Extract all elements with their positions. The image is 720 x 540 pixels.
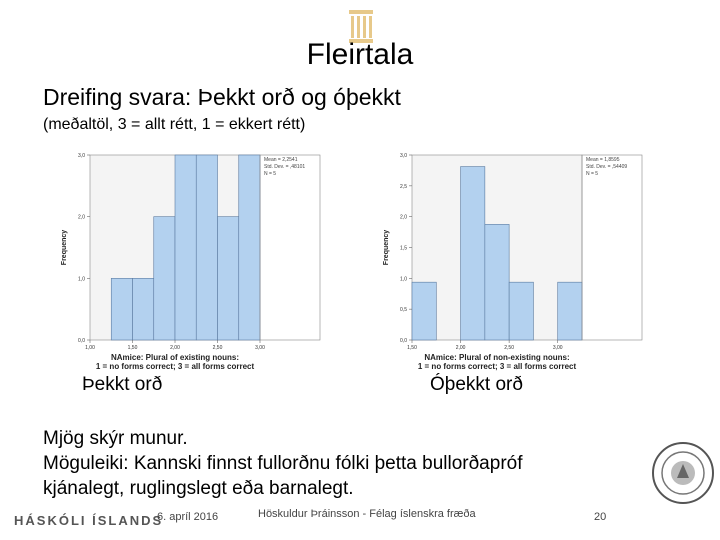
- histogram-unknown-words: [378, 145, 678, 373]
- slide-subtitle: Dreifing svara: Þekkt orð og óþekkt: [43, 84, 401, 110]
- slide-title: Fleirtala: [306, 38, 414, 71]
- x-tick-label: 1,00: [85, 345, 95, 351]
- x-tick-label: 2,50: [212, 345, 223, 351]
- footer-date: 6. apríl 2016: [157, 511, 219, 523]
- stats-panel: [582, 155, 642, 340]
- university-seal-icon: [650, 440, 716, 506]
- stats-panel: [260, 155, 320, 340]
- histogram-bar: [558, 282, 582, 340]
- histogram-bar: [412, 282, 436, 340]
- histogram-bar: [485, 224, 509, 340]
- y-tick-label: 1,0: [400, 276, 407, 283]
- x-tick-label: 3,00: [255, 345, 265, 351]
- chart-label-known: Þekkt orð: [82, 374, 163, 395]
- y-tick-label: 3,0: [78, 153, 85, 159]
- y-axis-label: Frequency: [61, 229, 68, 266]
- footer-author: Höskuldur Þráinsson - Félag íslenskra fræða: [258, 508, 476, 520]
- body-line: Mjög skýr munur.: [43, 428, 188, 449]
- x-tick-label: 1,50: [127, 345, 138, 351]
- stats-text: Std. Dev. = ,54409: [586, 164, 628, 170]
- x-axis-label: NAmice: Plural of existing nouns:: [110, 353, 240, 362]
- x-tick-label: 2,00: [455, 345, 466, 351]
- y-tick-label: 0,5: [400, 307, 407, 314]
- university-name: HÁSKÓLI ÍSLANDS: [14, 513, 164, 528]
- stats-text: N = 5: [586, 171, 599, 177]
- stats-text: Mean = 2,2541: [264, 157, 298, 163]
- slide-body: [43, 426, 683, 501]
- x-axis-label: 1 = no forms correct; 3 = all forms correct: [95, 362, 255, 371]
- histogram-bar: [133, 278, 154, 340]
- y-tick-label: 2,0: [400, 214, 407, 221]
- histogram-bar: [239, 155, 260, 340]
- x-axis-label: 1 = no forms correct; 3 = all forms correct: [417, 362, 577, 371]
- histogram-bar: [196, 155, 217, 340]
- stats-text: N = 5: [264, 171, 277, 177]
- y-tick-label: 2,0: [78, 214, 85, 221]
- y-tick-label: 3,0: [400, 153, 407, 159]
- y-tick-label: 2,5: [400, 183, 407, 190]
- histogram-known-words: [56, 145, 356, 373]
- body-line: kjánalegt, ruglingslegt eða barnalegt.: [43, 478, 354, 499]
- histogram-bar: [111, 278, 132, 340]
- x-tick-label: 1,50: [407, 345, 417, 351]
- histogram-bar: [175, 155, 196, 340]
- histogram-bar: [218, 217, 239, 340]
- x-tick-label: 2,50: [504, 345, 515, 351]
- body-line: Möguleiki: Kannski finnst fullorðnu fólki þetta bullorðapróf: [43, 453, 523, 474]
- stats-text: Std. Dev. = ,48101: [264, 164, 306, 170]
- y-tick-label: 1,0: [78, 276, 85, 283]
- slide-note: (meðaltöl, 3 = allt rétt, 1 = ekkert rétt): [43, 116, 306, 133]
- x-tick-label: 2,00: [170, 345, 180, 351]
- y-tick-label: 0,0: [400, 338, 407, 344]
- x-axis-label: NAmice: Plural of non-existing nouns:: [424, 353, 570, 362]
- chart-label-unknown: Óþekkt orð: [430, 374, 523, 395]
- y-axis-label: Frequency: [383, 229, 390, 266]
- histogram-bar: [154, 217, 175, 340]
- y-tick-label: 0,0: [78, 338, 85, 344]
- histogram-bar: [509, 282, 533, 340]
- stats-text: Mean = 1,8595: [586, 157, 620, 163]
- page-number: 20: [594, 511, 607, 523]
- y-tick-label: 1,5: [400, 245, 407, 252]
- histogram-bar: [461, 167, 485, 340]
- x-tick-label: 3,00: [552, 345, 563, 351]
